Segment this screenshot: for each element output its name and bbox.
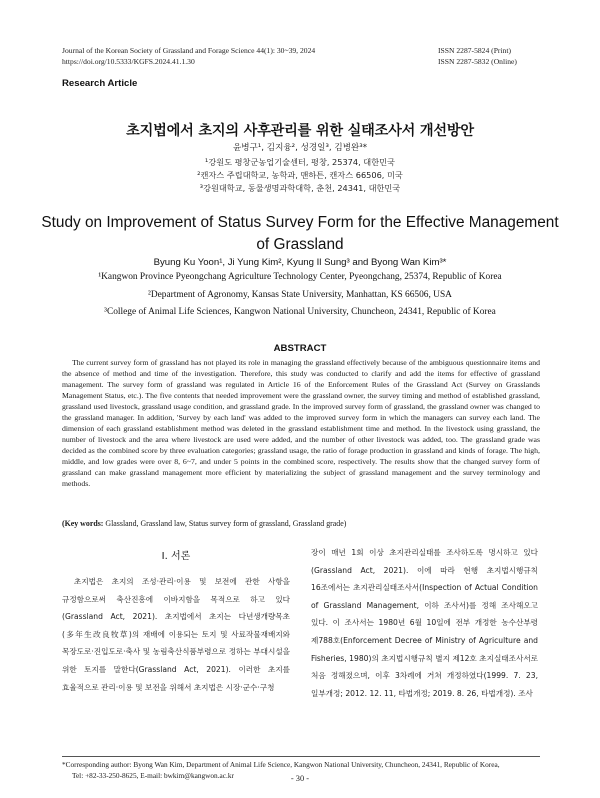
article-type: Research Article	[62, 78, 138, 89]
footnote-divider	[62, 756, 540, 757]
keywords	[62, 519, 540, 528]
body-left-column: 초지법은 초지의 조성·관리·이용 및 보전에 관한 사항을 규정함으로써 축산진흥에 이바지함을 목적으로 하고 있다(Grassland Act, 2021). 초지법에서 초지는 다년생개량목초(多年生改良牧草)의 재배에 이용되는 토지 및 사료작물재배지와 목장도로·진입도로·축사 및 농림축산식품부령으로 정하는 부대시설을 위한 토지를 말한다(Grassland Act, 2021). 이러한 초지를 효율적으로 관리·이용 및 보전을 위해서 초지법은 시장·군수·구청	[62, 577, 290, 692]
page-number: - 30 -	[290, 774, 310, 783]
doi-link[interactable]: https://doi.org/10.5333/KGFS.2024.41.1.30	[62, 57, 195, 66]
english-affiliation-3: ³College of Animal Life Sciences, Kangwon National University, Chuncheon, 24341, Republic of Korea	[104, 307, 496, 317]
issn-online: ISSN 2287-5832 (Online)	[438, 57, 517, 66]
english-title: Study on Improvement of Status Survey Form for the Effective Management of Grassland	[41, 214, 559, 253]
keywords-label: (Key words:	[62, 519, 104, 528]
korean-authors: 윤병구¹, 김지융², 성경일³, 김병완³*	[232, 143, 368, 153]
abstract-heading: ABSTRACT	[273, 343, 327, 354]
korean-affiliation-2: ²캔자스 주립대학교, 농학과, 맨하튼, 캔자스 66506, 미국	[197, 170, 403, 180]
abstract-text: The current survey form of grassland has not played its role in managing the grassland effectively because of the ambiguous questionnaire items and the absence of method and time of the investigation. Therefore, this study was conducted to clarify and add the items for effective of grassland management. The survey form of grassland was regulated in Article 16 of the Enforcement Rules of the Grassland Act (Survey on Grasslands Management Status, etc.). The five contents that needed improvement were the grassland owner, the survey timing and method of established grassland, grassland used livestock, grassland usage condition, and grassland grade. In the improved survey form of grassland, the grassland owner was changed to the grassland manager. In addition, 'Survey by each land' was added to the improved survey form in which the managers can survey each land. The dimension of each grassland establishment method was deleted in the grassland establishment time and method. In the livestock using grassland, the number of livestock and the area where livestock are used were added, and the number of other livestock was added, too. The grassland grade was decided as the combined score by three evaluation categories; grassland usage, the ratio of forage production in grassland and kinds of forage. The high, middle, and low grades were over 8, 6~7, and under 5 points in the combined score, respectively. The results show that the changed survey form of grassland can make grassland management more efficient by materializing the subject of grassland management and the survey terminology and methods.	[62, 358, 540, 488]
footnote-line-1: *Corresponding author: Byong Wan Kim, Department of Animal Life Science, Kangwon National University, Chuncheon, 24341, Republic of Korea,	[62, 760, 500, 769]
english-affiliation-1: ¹Kangwon Province Pyeongchang Agriculture Technology Center, Pyeongchang, 25374, Republic of Korea	[98, 272, 502, 282]
korean-affiliation-1: ¹강원도 평창군농업기술센터, 평창, 25374, 대한민국	[205, 157, 395, 167]
issn-print: ISSN 2287-5824 (Print)	[438, 46, 511, 55]
keywords-text: Glassland, Grassland law, Status survey form of grassland, Grassland grade)	[105, 519, 347, 528]
journal-header	[62, 45, 315, 67]
section-heading: Ⅰ. 서론	[161, 551, 191, 562]
issn-block	[438, 45, 538, 67]
body-right-column: 장이 매년 1회 이상 초지관리실태를 조사하도록 명시하고 있다(Grassland Act, 2021). 이에 따라 현행 초지법시행규칙 16조에서는 초지관리실태조사서(Inspection of Actual Condition of Grassland Management, 이하 조사서)를 정해 조사해오고 있다. 이 조사서는 1980년 6월 10일에 전부 개정한 농수산부령 제788호(Enforcement Decree of Ministry of Agriculture and Fisheries, 1980)의 초지법시행규칙 별지 제12호 초지실태조사서로 처음 정해졌으며, 이후 3차례에 거쳐 개정하였다(1999. 7. 23, 일부개정; 2012. 12. 11, 타법개정; 2019. 8. 26, 타법개정). 조사	[311, 548, 538, 698]
journal-citation: Journal of the Korean Society of Grassland and Forage Science 44(1): 30~39, 2024	[62, 46, 316, 55]
korean-affiliation-3: ³강원대학교, 동물생명과학대학, 춘천, 24341, 대한민국	[199, 183, 401, 193]
korean-title: 초지법에서 초지의 사후관리를 위한 실태조사서 개선방안	[126, 123, 474, 139]
english-affiliation-2: ²Department of Agronomy, Kansas State University, Manhattan, KS 66506, USA	[148, 290, 452, 300]
footnote-line-2: Tel: +82-33-250-8625, E-mail: bwkim@kangwon.ac.kr	[72, 770, 234, 780]
english-authors: Byung Ku Yoon¹, Ji Yung Kim², Kyung Il Sung³ and Byong Wan Kim³*	[153, 257, 447, 268]
